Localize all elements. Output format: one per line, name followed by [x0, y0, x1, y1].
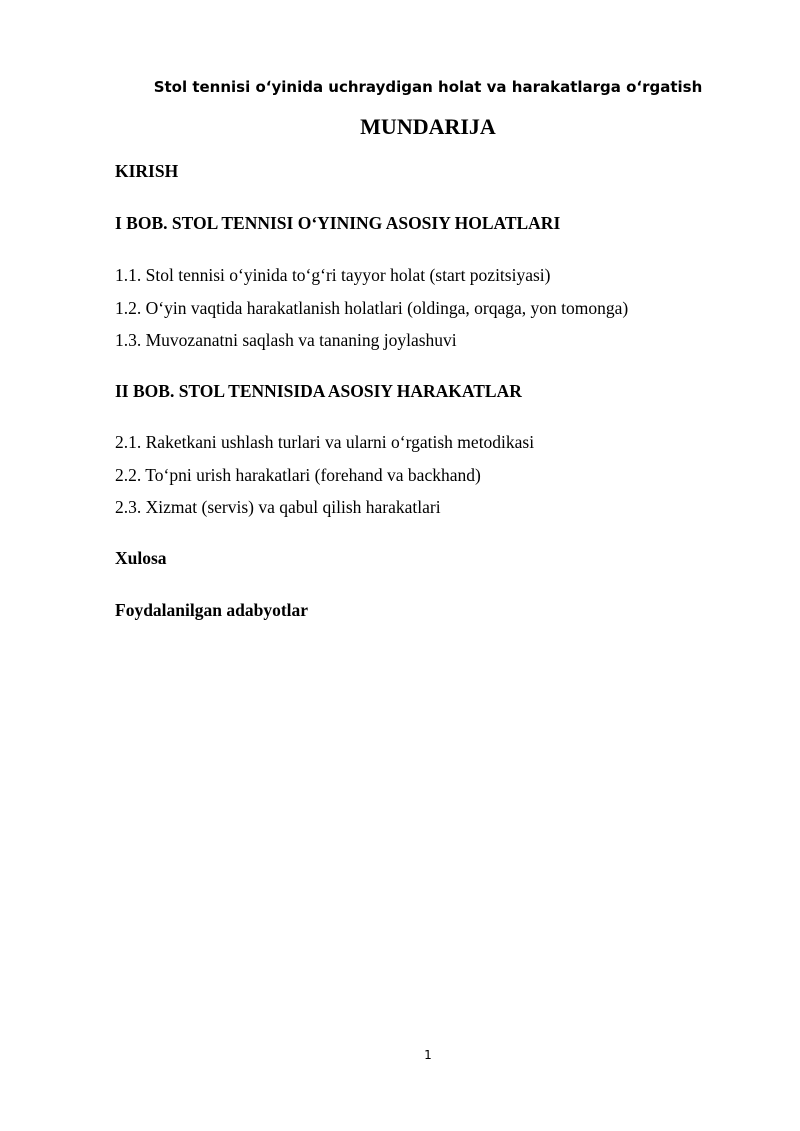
page-number: 1	[424, 1048, 432, 1062]
toc-section-1-1: 1.1. Stol tennisi oʻyinida toʻgʻri tayyor holat (start pozitsiyasi)	[115, 265, 551, 285]
toc-chapter-1-heading: I BOB. STOL TENNISI OʻYINING ASOSIY HOLATLARI	[115, 213, 561, 233]
toc-section-1-3: 1.3. Muvozanatni saqlash va tananing joylashuvi	[115, 330, 457, 350]
toc-heading: MUNDARIJA	[360, 114, 496, 139]
toc-section-2-3: 2.3. Xizmat (servis) va qabul qilish harakatlari	[115, 497, 441, 517]
toc-section-2-1: 2.1. Raketkani ushlash turlari va ularni oʻrgatish metodikasi	[115, 432, 535, 452]
toc-chapter-2-heading: II BOB. STOL TENNISIDA ASOSIY HARAKATLAR	[115, 381, 522, 401]
toc-intro: KIRISH	[115, 161, 179, 181]
toc-section-1-2: 1.2. Oʻyin vaqtida harakatlanish holatlari (oldinga, orqaga, yon tomonga)	[115, 298, 629, 318]
toc-section-2-2: 2.2. Toʻpni urish harakatlari (forehand va backhand)	[115, 465, 481, 485]
document-title: Stol tennisi oʻyinida uchraydigan holat va harakatlarga oʻrgatish	[153, 78, 703, 96]
toc-conclusion: Xulosa	[115, 548, 167, 568]
toc-references: Foydalanilgan adabyotlar	[115, 600, 309, 620]
